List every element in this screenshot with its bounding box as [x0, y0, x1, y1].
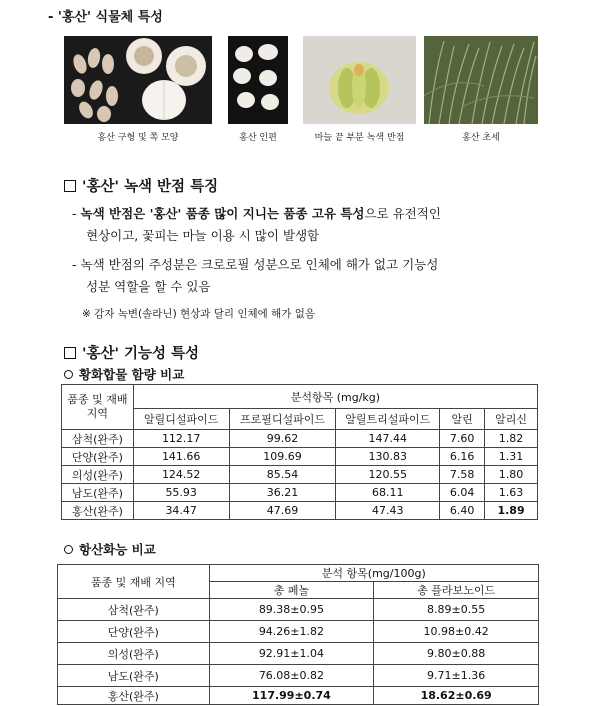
subsection-antioxidant: 항산화능 비교: [64, 540, 156, 558]
region-cell: 단양(완주): [62, 448, 134, 466]
circle-bullet-icon: [64, 370, 73, 379]
green-spot-image: [303, 36, 416, 124]
value-cell: 6.04: [440, 484, 485, 502]
value-cell: 6.40: [440, 502, 485, 520]
table1-col: 알릴트리설파이드: [336, 409, 440, 430]
region-cell: 홍산(완주): [58, 687, 210, 705]
value-cell: 1.80: [485, 466, 538, 484]
table2-col: 총 페놀: [209, 582, 374, 599]
photo-garlic-bulbs: [64, 36, 212, 124]
value-cell-highlight: 1.89: [485, 502, 538, 520]
value-cell: 55.93: [133, 484, 229, 502]
garlic-cloves-image: [228, 36, 288, 124]
value-cell: 68.11: [336, 484, 440, 502]
value-cell: 7.60: [440, 430, 485, 448]
table1-col: 알린: [440, 409, 485, 430]
section1-bullet2: - 녹색 반점의 주성분은 크로로필 성분으로 인체에 해가 없고 기능성 성분 역할을 할 수 있음: [72, 257, 439, 294]
region-cell: 삼척(완주): [58, 599, 210, 621]
photo-garlic-cloves: [228, 36, 288, 124]
value-cell: 47.69: [229, 502, 336, 520]
table2-col: 총 플라보노이드: [374, 582, 539, 599]
value-cell: 141.66: [133, 448, 229, 466]
region-cell: 단양(완주): [58, 621, 210, 643]
table-row: [58, 643, 539, 665]
value-cell: 1.63: [485, 484, 538, 502]
region-cell: 의성(완주): [58, 643, 210, 665]
table1-row-header: 품종 및 재배 지역: [62, 385, 134, 430]
table-row: [58, 621, 539, 643]
section1-note: ※ 감자 녹변(솔라닌) 현상과 달리 인체에 해가 없음: [82, 308, 316, 320]
value-cell: 99.62: [229, 430, 336, 448]
intro-title: - '홍산' 식물체 특성: [48, 10, 163, 25]
region-cell: 남도(완주): [58, 665, 210, 687]
value-cell: 94.26±1.82: [209, 621, 374, 643]
value-cell: 112.17: [133, 430, 229, 448]
value-cell: 9.80±0.88: [374, 643, 539, 665]
value-cell: 147.44: [336, 430, 440, 448]
table-row: [58, 599, 539, 621]
caption-4: 홍산 초세: [462, 133, 500, 143]
value-cell: 6.16: [440, 448, 485, 466]
value-cell: 92.91±1.04: [209, 643, 374, 665]
value-cell: 36.21: [229, 484, 336, 502]
section2-title: '홍산' 기능성 특성: [64, 342, 199, 363]
antioxidant-table: [57, 564, 539, 705]
table-row: [62, 502, 538, 520]
photo-green-spot: [303, 36, 416, 124]
value-cell: 76.08±0.82: [209, 665, 374, 687]
subsection-sulfur: 황화합물 함량 비교: [64, 365, 184, 383]
value-cell-highlight: 18.62±0.69: [374, 687, 539, 705]
table1-group-header: 분석항목 (mg/kg): [133, 385, 537, 409]
table1-col: 알리신: [485, 409, 538, 430]
table-row: [58, 687, 539, 705]
value-cell-highlight: 117.99±0.74: [209, 687, 374, 705]
value-cell: 109.69: [229, 448, 336, 466]
table-row: [62, 430, 538, 448]
garlic-bulbs-image: [64, 36, 212, 124]
caption-3: 마늘 끝 부분 녹색 반점: [314, 133, 405, 143]
region-cell: 삼척(완주): [62, 430, 134, 448]
value-cell: 34.47: [133, 502, 229, 520]
value-cell: 1.82: [485, 430, 538, 448]
value-cell: 7.58: [440, 466, 485, 484]
value-cell: 85.54: [229, 466, 336, 484]
section1-title: '홍산' 녹색 반점 특징: [64, 175, 218, 196]
table2-group-header: 분석 항목(mg/100g): [209, 565, 538, 582]
value-cell: 89.38±0.95: [209, 599, 374, 621]
value-cell: 47.43: [336, 502, 440, 520]
sulfur-table: [61, 384, 538, 520]
table-row: [62, 448, 538, 466]
value-cell: 10.98±0.42: [374, 621, 539, 643]
section1-bullet1: - 녹색 반점은 '홍산' 품종 많이 지니는 품종 고유 특성으로 유전적인 현상이고, 꽃피는 마늘 이용 시 많이 발생함: [72, 206, 441, 243]
value-cell: 120.55: [336, 466, 440, 484]
table2-row-header: 품종 및 재배 지역: [58, 565, 210, 599]
value-cell: 9.71±1.36: [374, 665, 539, 687]
caption-1: 홍산 구형 및 쪽 모양: [97, 133, 179, 143]
region-cell: 홍산(완주): [62, 502, 134, 520]
circle-bullet-icon: [64, 545, 73, 554]
region-cell: 남도(완주): [62, 484, 134, 502]
table1-col: 알릴디설파이드: [133, 409, 229, 430]
value-cell: 130.83: [336, 448, 440, 466]
value-cell: 124.52: [133, 466, 229, 484]
value-cell: 8.89±0.55: [374, 599, 539, 621]
caption-2: 홍산 인편: [239, 133, 277, 143]
table-row: [58, 665, 539, 687]
checkbox-icon: [64, 347, 76, 359]
value-cell: 1.31: [485, 448, 538, 466]
table-row: [62, 466, 538, 484]
checkbox-icon: [64, 180, 76, 192]
photo-plant-growth: [424, 36, 538, 124]
plant-growth-image: [424, 36, 538, 124]
table1-col: 프로필디설파이드: [229, 409, 336, 430]
table-row: [62, 484, 538, 502]
region-cell: 의성(완주): [62, 466, 134, 484]
